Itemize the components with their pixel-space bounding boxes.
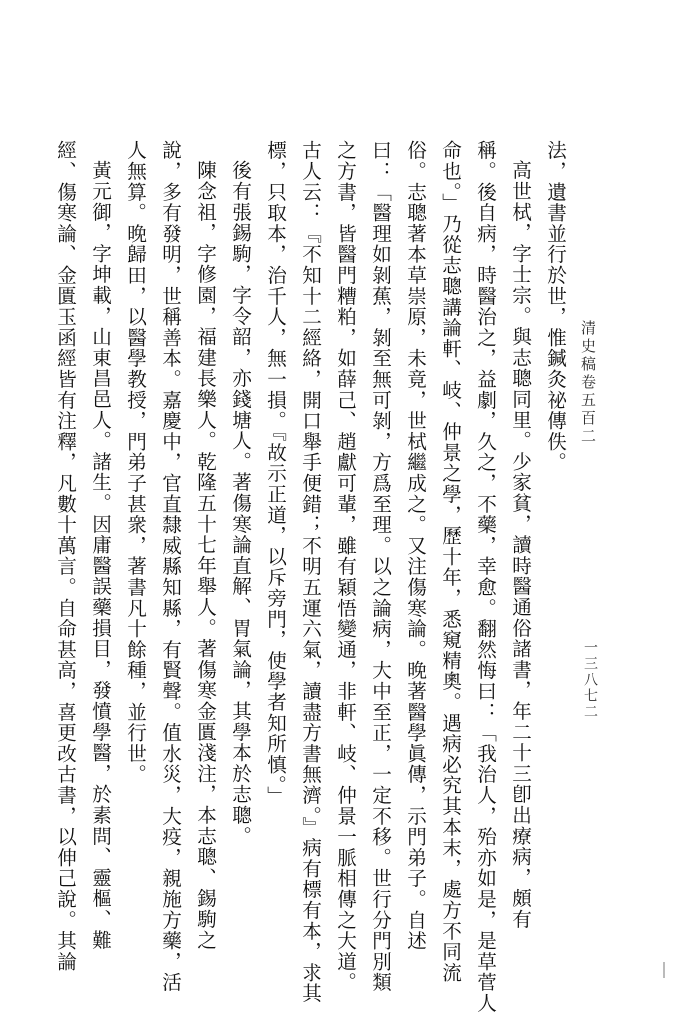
text-column: 稱。後自病，時醫治之，益劇，久之，不藥，幸愈。翻然悔曰：「我治人，殆亦如是，是草菅人	[473, 140, 497, 1014]
text-column: 陳念祖，字修園，福建長樂人。乾隆五十七年舉人。著傷寒金匱淺注，本志聰、錫駒之	[193, 160, 217, 951]
text-column: 命也。」乃從志聰講論軒、岐、仲景之學，歷十年，悉窺精奧。遇病必究其本末，處方不同流	[438, 140, 462, 983]
text-column: 後有張錫駒，字令韶，亦錢塘人。著傷寒論直解、胃氣論，其學本於志聰。	[228, 160, 252, 847]
text-column: 人無算。晚歸田，以醫學教授，門弟子甚衆，著書凡十餘種，並行世。	[123, 140, 147, 785]
text-column: 古人云：『不知十二經絡，開口舉手便錯；不明五運六氣，讀盡方書無濟。』病有標有本，求其	[298, 140, 322, 1004]
text-column: 高世栻，字士宗。與志聰同里。少家貧，讀時醫通俗諸書，年二十三卽出療病，頗有	[508, 160, 532, 930]
text-column: 法，遺書並行於世，惟鍼灸祕傳佚。	[543, 140, 567, 473]
running-header: 清史稿卷五百二	[579, 320, 597, 446]
text-column: 曰：「醫理如剝蕉，剝至無可剝，方爲至理。以之論病，大中至正，一定不移。世行分門別類	[368, 140, 392, 993]
text-column: 說，多有發明，世稱善本。嘉慶中，官直隸威縣知縣，有賢聲。值水災，大疫，親施方藥，活	[158, 140, 182, 993]
text-column: 黃元御，字坤載，山東昌邑人。諸生。因庸醫誤藥損目，發憤學醫，於素問、靈樞、難	[88, 160, 112, 951]
corner-mark	[663, 962, 673, 978]
text-column: 標，只取本，治千人，無一損。『故示正道，以斥旁門，使學者知所慎。」	[263, 140, 287, 807]
page-number: 一三八七二	[582, 640, 598, 720]
text-column: 之方書，皆醫門糟粕，如薛己、趙獻可輩，雖有穎悟變通，非軒、岐、仲景一脈相傳之大道。	[333, 140, 357, 993]
text-column: 俗。志聰著本草崇原，未竟，世栻繼成之。又注傷寒論。晚著醫學眞傳，示門弟子。自述	[403, 140, 427, 952]
text-column: 經、傷寒論、金匱玉函經皆有注釋，凡數十萬言。自命甚高，喜更改古書，以伸己說。其論	[53, 140, 77, 972]
